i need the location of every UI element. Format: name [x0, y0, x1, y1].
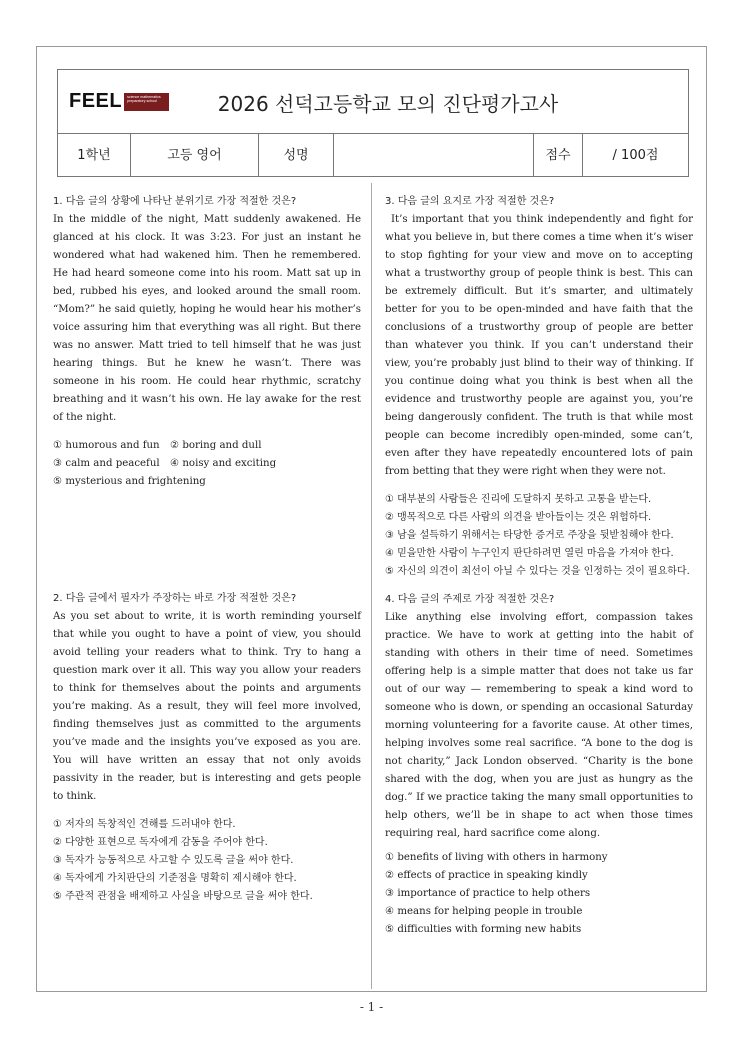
right-column: [385, 193, 693, 939]
score-total-cell: / 100점: [612, 148, 659, 163]
option-3[interactable]: ③ 독자가 능동적으로 사고할 수 있도록 글을 써야 한다.: [53, 855, 294, 866]
option-5[interactable]: ⑤ mysterious and frightening: [53, 476, 206, 487]
option-4[interactable]: ④ 독자에게 가치판단의 기준점을 명확히 제시해야 한다.: [53, 873, 297, 884]
header-info-row: [58, 134, 688, 177]
option-1[interactable]: ① benefits of living with others in harmony: [385, 852, 608, 863]
option-5[interactable]: ⑤ difficulties with forming new habits: [385, 924, 582, 935]
question-passage: Like anything else involving effort, compassion takes practice. We have to work at getting into the habit of standing with others in their time of need. Sometimes offering help is a simple matter that does not take us far out of our way — remembering to speak a kind word to someone who is down, or spending an occasional Saturday morning volunteering for a favorite cause. At other times, helping involves some real sacrifice. “A bone to the dog is not charity,” Jack London observed. “Charity is the bone shared with the dog, when you are just as hungry as the dog.” If we practice taking the many small opportunities to help others, we’ll be in shape to act when those times requiring real, hard sacrifice come along.: [385, 612, 693, 839]
header-title-row: [58, 70, 688, 134]
question-2: [53, 590, 361, 906]
grade-cell: 1학년: [58, 134, 131, 177]
page-number: - 1 -: [359, 1000, 384, 1014]
option-4[interactable]: ④ 믿을만한 사람이 누구인지 판단하려면 열린 마음을 가져야 한다.: [385, 548, 674, 559]
option-5[interactable]: ⑤ 자신의 의견이 최선이 아닐 수 있다는 것을 인정하는 것이 필요하다.: [385, 566, 690, 577]
left-column: [53, 193, 361, 906]
exam-header: [57, 69, 689, 177]
option-1[interactable]: ① 저자의 독창적인 견해를 드러내야 한다.: [53, 819, 236, 830]
question-prompt: 3. 다음 글의 요지로 가장 적절한 것은?: [385, 196, 555, 207]
exam-title: 2026 선덕고등학교 모의 진단평가고사: [217, 92, 559, 116]
option-5[interactable]: ⑤ 주관적 관점을 배제하고 사실을 바탕으로 글을 써야 한다.: [53, 891, 313, 902]
option-2[interactable]: ② 다양한 표현으로 독자에게 감동을 주어야 한다.: [53, 837, 268, 848]
question-1: [53, 193, 361, 491]
answer-options: [53, 437, 361, 491]
option-2[interactable]: ② effects of practice in speaking kindly: [385, 870, 588, 881]
answer-options: [53, 816, 361, 906]
answer-options: [385, 491, 693, 581]
score-label-cell: 점수: [534, 134, 583, 177]
option-3[interactable]: ③ calm and peaceful: [53, 458, 160, 469]
name-label-cell: 성명: [259, 134, 334, 177]
option-3[interactable]: ③ 남을 설득하기 위해서는 타당한 증거로 주장을 뒷받침해야 한다.: [385, 530, 674, 541]
question-4: [385, 591, 693, 939]
option-2[interactable]: ② boring and dull: [170, 440, 262, 451]
option-1[interactable]: ① humorous and fun: [53, 440, 160, 451]
question-3: [385, 193, 693, 581]
name-value-cell[interactable]: [334, 134, 534, 177]
option-3[interactable]: ③ importance of practice to help others: [385, 888, 591, 899]
question-passage: In the middle of the night, Matt suddenly awakened. He glanced at his clock. It was 3:23. For just an instant he wondered what had wakened him. Then he remembered. He had heard someone come into his room. Matt sat up in bed, rubbed his eyes, and looked around the small room. “Mom?” he said quietly, hoping he would hear his mother’s voice assuring him that everything was all right. But there was no answer. Matt tried to tell himself that he was just hearing things. But he knew he wasn’t. There was someone in his room. He could hear rhythmic, scratchy breathing and it wasn’t his own. He lay awake for the rest of the night.: [53, 214, 361, 423]
question-passage: As you set about to write, it is worth reminding yourself that while you ought to have a point of view, you should avoid telling your readers what to think. Try to hang a question mark over it all. This way you allow your readers to think for themselves about the points and arguments you’re making. As a result, they will feel more involved, finding themselves just as committed to the arguments you’ve made and the insights you’ve exposed as you are. You will have written an essay that not only avoids passivity in the reader, but is interesting and gets people to think.: [53, 611, 361, 802]
option-1[interactable]: ① 대부분의 사람들은 진리에 도달하지 못하고 고통을 받는다.: [385, 494, 652, 505]
option-4[interactable]: ④ noisy and exciting: [170, 458, 277, 469]
column-divider: [371, 183, 372, 989]
logo-text: FEEL: [69, 90, 123, 112]
option-4[interactable]: ④ means for helping people in trouble: [385, 906, 583, 917]
subject-cell: 고등 영어: [131, 134, 259, 177]
question-passage: It’s important that you think independently and fight for what you believe in, but there comes a time when it’s wiser to stop fighting for your view and move on to accepting what a trustworthy group of people think is best. This can be extremely difficult. But it’s smarter, and ultimately better for you to be open-minded and have faith that the conclusions of a trustworthy group of people are better than whatever you think. If you can’t understand their view, you’re probably just blind to their way of thinking. If you continue doing what you think is best when all the evidence and trustworthy people are against you, you’re being dangerously confident. The truth is that while most people can become incredibly open-minded, some can’t, even after they have repeatedly encountered lots of pain from betting that they were right when they were not.: [385, 214, 693, 477]
logo-subtext: science mathematics preparatory school: [124, 93, 169, 111]
question-prompt: 1. 다음 글의 상황에 나타난 분위기로 가장 적절한 것은?: [53, 196, 297, 207]
answer-options: [385, 849, 693, 939]
question-prompt: 4. 다음 글의 주제로 가장 적절한 것은?: [385, 594, 555, 605]
option-2[interactable]: ② 맹목적으로 다른 사람의 의견을 받아들이는 것은 위험하다.: [385, 512, 652, 523]
question-prompt: 2. 다음 글에서 필자가 주장하는 바로 가장 적절한 것은?: [53, 593, 297, 604]
